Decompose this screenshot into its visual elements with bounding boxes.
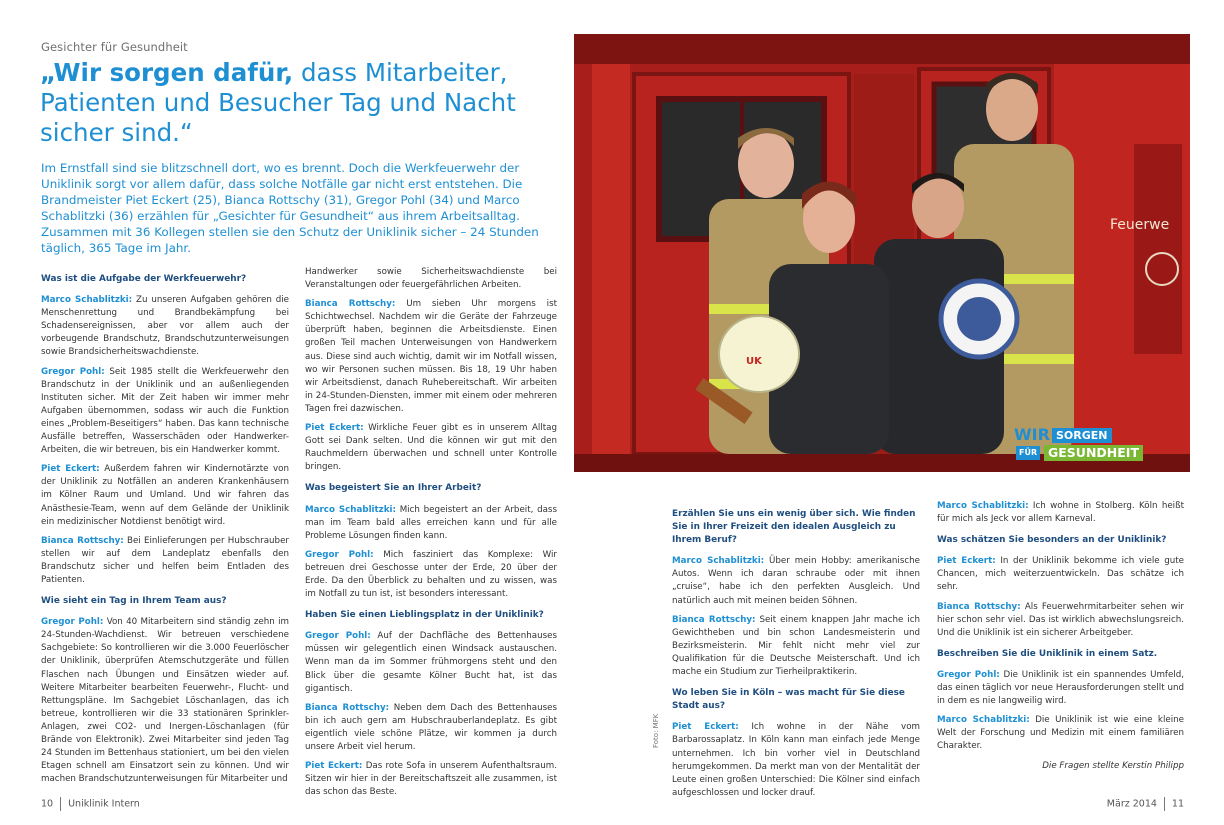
- footer-right: [1107, 797, 1184, 811]
- answer-text: Neben dem Dach des Bettenhauses bin ich auch gern am Hubschrauberlandeplatz. Es gibt eigentlich viele schöne Plätze, wir kommen ja durch unsere Arbeit viel herum.: [305, 702, 557, 752]
- interview-answer: [672, 614, 920, 679]
- speaker-name: Marco Schablitzki:: [305, 504, 396, 515]
- answer-text: Handwerker sowie Sicherheitswachdienste bei Veranstaltungen oder feuergefährlichen Arbeiten.: [305, 267, 557, 291]
- speaker-name: Bianca Rottschy:: [672, 614, 756, 625]
- article-column-2: [305, 266, 557, 805]
- answer-text: Die Uniklinik ist ein spannendes Umfeld, das einen täglich vor neue Herausforderungen stellt und in dem es nie langweilig wird.: [937, 669, 1184, 707]
- answer-text: Wirkliche Feuer gibt es in unserem Alltag Gott sei Dank selten. Und die können wir gut mit den Rauchmeldern überwachen und schnell unter Kontrolle bringen.: [305, 423, 557, 473]
- publication-name: Uniklinik Intern: [68, 798, 140, 810]
- speaker-name: Gregor Pohl:: [41, 366, 105, 377]
- interview-question: Was ist die Aufgabe der Werkfeuerwehr?: [41, 274, 247, 284]
- interview-answer: [937, 714, 1184, 753]
- speaker-name: Piet Eckert:: [305, 761, 363, 772]
- answer-text: Außerdem fahren wir Kindernotärzte von der Uniklinik zu Notfällen an anderen Krankenhäusern im Kölner Raum und Umland. Und wir fahren das Anästhesie-Team, wenn auf dem Gelände der Uniklinik ein medizinischer Notdienst benötigt wird.: [41, 464, 289, 527]
- interview-answer: [41, 535, 289, 587]
- answer-text: Mich fasziniert das Komplexe: Wir betreuen drei Geschosse unter der Erde, 20 über der Erde. Da den Überblick zu behalten und zu wissen, was im Notfall zu tun ist, ist besonders interessant.: [305, 549, 557, 600]
- badge-wir: WIR: [1014, 425, 1050, 444]
- speaker-name: Piet Eckert:: [41, 464, 100, 475]
- interview-answer: [305, 760, 557, 799]
- interview-answer: [305, 422, 557, 474]
- interview-question: Was schätzen Sie besonders an der Uniklinik?: [937, 535, 1167, 546]
- speaker-name: Bianca Rottschy:: [41, 535, 124, 546]
- speaker-name: Piet Eckert:: [672, 722, 739, 733]
- answer-text: Auf der Dachfläche des Bettenhauses müssen wir gelegentlich einen Windsack austauschen. Wenn man da im Sommer frühmorgens steht und den Blick über die gesamte Kölner Bucht hat, ist das gigantisch.: [305, 631, 557, 694]
- truck-lettering: Feuerwe: [1110, 217, 1170, 233]
- photo-credit: Foto: MFK: [652, 713, 660, 748]
- speaker-name: Gregor Pohl:: [937, 669, 1000, 680]
- badge-sorgen: SORGEN: [1052, 428, 1112, 443]
- interview-answer: [672, 555, 920, 607]
- interview-answer: [937, 555, 1184, 594]
- headline: [40, 58, 560, 148]
- badge-fur: FÜR: [1016, 446, 1040, 460]
- speaker-name: Marco Schablitzki:: [41, 295, 133, 306]
- speaker-name: Gregor Pohl:: [41, 617, 104, 628]
- interview-question: Beschreiben Sie die Uniklinik in einem Satz.: [937, 648, 1158, 659]
- speaker-name: Bianca Rottschy:: [305, 299, 396, 310]
- interview-answer: [41, 294, 289, 359]
- answer-text: Über mein Hobby: amerikanische Autos. Wenn ich daran schraube oder mit ihnen „cruise“, habe ich den perfekten Ausgleich. Und natürlich auch mit meinen beiden Söhnen.: [672, 556, 920, 606]
- interview-credit: Die Fragen stellte Kerstin Philipp: [1042, 760, 1184, 771]
- answer-text: Von 40 Mitarbeitern sind ständig zehn im 24-Stunden-Wachdienst. Wir betreuen verschiedene Sachgebiete: So kontrollieren wir die 3.000 Feuerlöscher der Uniklinik, überprüfen Atemschutzgeräte und füllen Flaschen nach Übungen und Einsätzen wieder auf. Weitere Mitarbeiter bearbeiten Feuerwehr-, Flucht- und Rettungspläne. Im Sachgebiet Löschanlagen, das ich betreue, kontrollieren wir die 33 stationären Sprinkler-Anlagen, zwei CO2- und Inergen-Löschanlagen (für Brände von Elektronik). Zwei Mitarbeiter sind jeden Tag 24 Stunden im Bettenhaus stationiert, um bei den vielen Etagen schnell am Einsatzort sein zu können. Und wir machen Brandschutzunterweisungen für Mitarbeiter und: [41, 617, 289, 785]
- answer-text: Mich begeistert an der Arbeit, dass man im Team bald alles erreichen kann und für alle Probleme Lösungen finden kann.: [305, 504, 557, 541]
- interview-answer: [305, 702, 557, 754]
- interview-question: Wie sieht ein Tag in Ihrem Team aus?: [41, 596, 227, 607]
- speaker-name: Piet Eckert:: [937, 556, 996, 567]
- speaker-name: Gregor Pohl:: [305, 549, 374, 560]
- answer-text: Das rote Sofa in unserem Aufenthaltsraum. Sitzen wir hier in der Bereitschaftszeit alle zusammen, ist das schon das Beste.: [305, 761, 557, 798]
- interview-answer: [937, 669, 1184, 708]
- interview-answer: [305, 266, 557, 292]
- footer-divider-left: [60, 797, 61, 811]
- headline-strong: „Wir sorgen dafür,: [40, 58, 294, 87]
- footer-left: [41, 797, 140, 811]
- headline-rest: dass Mitarbeiter, Patienten und Besucher Tag und Nacht sicher sind.“: [40, 58, 516, 147]
- article-column-4: [937, 500, 1184, 779]
- interview-question: Was begeistert Sie an Ihrer Arbeit?: [305, 483, 482, 494]
- interview-answer: [937, 601, 1184, 640]
- answer-text: Seit einem knappen Jahr mache ich Gewichtheben und bin schon Landesmeisterin und Bezirksmeisterin. Mir fehlt nicht mehr viel zur Qualifikation für die Deutsche Meisterschaft. Und ich mache ein Studium zur Tierheilpraktikerin.: [672, 614, 920, 678]
- answer-text: Ich wohne in der Nähe vom Barbarossaplatz. In Köln kann man einfach jede Menge unternehmen. Ich bin vorher viel in Deutschland herumgekommen. Da merkt man von der Mentalität der Leute einen großen Unterschied: Die Kölner sind einfach aufgeschlossen und locker drauf.: [672, 722, 920, 798]
- eyebrow: Gesichter für Gesundheit: [41, 40, 188, 54]
- answer-text: Zu unseren Aufgaben gehören die Menschenrettung und Brandbekämpfung bei Schadensereignissen, aber vor allem auch der vorbeugende Brandschutz, Brandschutzunterweisungen sowie Brandsicherheitswachdienste.: [41, 295, 289, 358]
- interview-answer: [41, 616, 289, 786]
- answer-text: Die Uniklinik ist wie eine kleine Welt der Forschung und Medizin mit einem familiären Charakter.: [937, 715, 1184, 752]
- issue-date: März 2014: [1106, 798, 1157, 810]
- speaker-name: Gregor Pohl:: [305, 631, 371, 642]
- answer-text: Ich wohne in Stolberg. Köln heißt für mich als Jeck vor allem Karneval.: [937, 501, 1184, 525]
- footer-divider-right: [1164, 797, 1165, 811]
- interview-question: Erzählen Sie uns ein wenig über sich. Wie finden Sie in Ihrer Freizeit den idealen Ausgleich zu Ihrem Beruf?: [672, 509, 916, 546]
- photo-illustration: [574, 34, 1190, 472]
- page-number-right: 11: [1171, 798, 1184, 810]
- speaker-name: Marco Schablitzki:: [672, 556, 765, 567]
- interview-question: Wo leben Sie in Köln – was macht für Sie diese Stadt aus?: [672, 688, 905, 712]
- speaker-name: Marco Schablitzki:: [937, 715, 1030, 726]
- interview-answer: [305, 549, 557, 601]
- article-column-1: [41, 265, 289, 792]
- interview-answer: [41, 463, 289, 528]
- speaker-name: Marco Schablitzki:: [937, 501, 1029, 511]
- answer-text: In der Uniklinik bekomme ich viele gute Chancen, mich weiterzuentwickeln. Das schätze ich sehr.: [937, 556, 1184, 593]
- interview-answer: [937, 500, 1184, 526]
- speaker-name: Piet Eckert:: [305, 423, 364, 434]
- speaker-name: Bianca Rottschy:: [937, 601, 1021, 612]
- page-number-left: 10: [41, 798, 54, 810]
- answer-text: Um sieben Uhr morgens ist Schichtwechsel. Nachdem wir die Geräte der Fahrzeuge überprüft haben, beginnen die Arbeitsdienste. Einen großen Teil machen Unterweisungen von Handwerkern aus. Diese sind auch wichtig, damit wir im Notfall wissen, wo wir Personen suchen müssen. Bis 18, 19 Uhr haben wir Arbeitsdienst, danach Ruhebereitschaft. Wir arbeiten in 24-Stunden-Diensten, immer mit einem oder mehreren Tagen frei dazwischen.: [305, 299, 557, 414]
- speaker-name: Bianca Rottschy:: [305, 702, 390, 713]
- helmet-letters: UK: [746, 356, 762, 367]
- interview-answer: [305, 630, 557, 695]
- interview-answer: [672, 721, 920, 800]
- badge-gesundheit: GESUNDHEIT: [1044, 445, 1143, 461]
- answer-text: Als Feuerwehrmitarbeiter sehen wir hier schon sehr viel. Das ist wirklich abwechslungsreich. Und die Uniklinik ist ein sicherer Arbeitgeber.: [937, 601, 1185, 638]
- lead-paragraph: Im Ernstfall sind sie blitzschnell dort, wo es brennt. Doch die Werkfeuerwehr der Uniklinik sorgt vor allem dafür, dass solche Notfälle gar nicht erst entstehen. Die Brandmeister Piet Eckert (25), Bianca Rottschy (31), Gregor Pohl (34) und Marco Schablitzki (36) erzählen für „Gesichter für Gesundheit“ aus ihrem Arbeitsalltag. Zusammen mit 36 Kollegen stellen sie den Schutz der Uniklinik sicher – 24 Stunden täglich, 365 Tage im Jahr.: [41, 161, 539, 256]
- article-column-3: [672, 500, 920, 806]
- interview-answer: [305, 504, 557, 543]
- interview-answer: [41, 366, 289, 458]
- answer-text: Bei Einlieferungen per Hubschrauber stellen wir auf dem Landeplatz ebenfalls den Brandschutz sicher und helfen beim Entladen des Patienten.: [41, 535, 289, 585]
- wir-sorgen-badge: [1010, 426, 1186, 464]
- firefighter-photo: [574, 34, 1190, 472]
- interview-question: Haben Sie einen Lieblingsplatz in der Uniklinik?: [305, 610, 544, 621]
- answer-text: Seit 1985 stellt die Werkfeuerwehr den Brandschutz in der Uniklinik und an außenliegenden Instituten sicher. Mit der Zeit haben wir immer mehr Aufgaben übernommen, sodass wir auch die Funktion eines „Problem-Beseitigers“ haben. Das kann technische Ausfälle betreffen, Wasserschäden oder Handwerker-Arbeiten, die wir betreuen, bis ein Handwerker kommt.: [41, 366, 289, 456]
- interview-answer: [305, 298, 557, 416]
